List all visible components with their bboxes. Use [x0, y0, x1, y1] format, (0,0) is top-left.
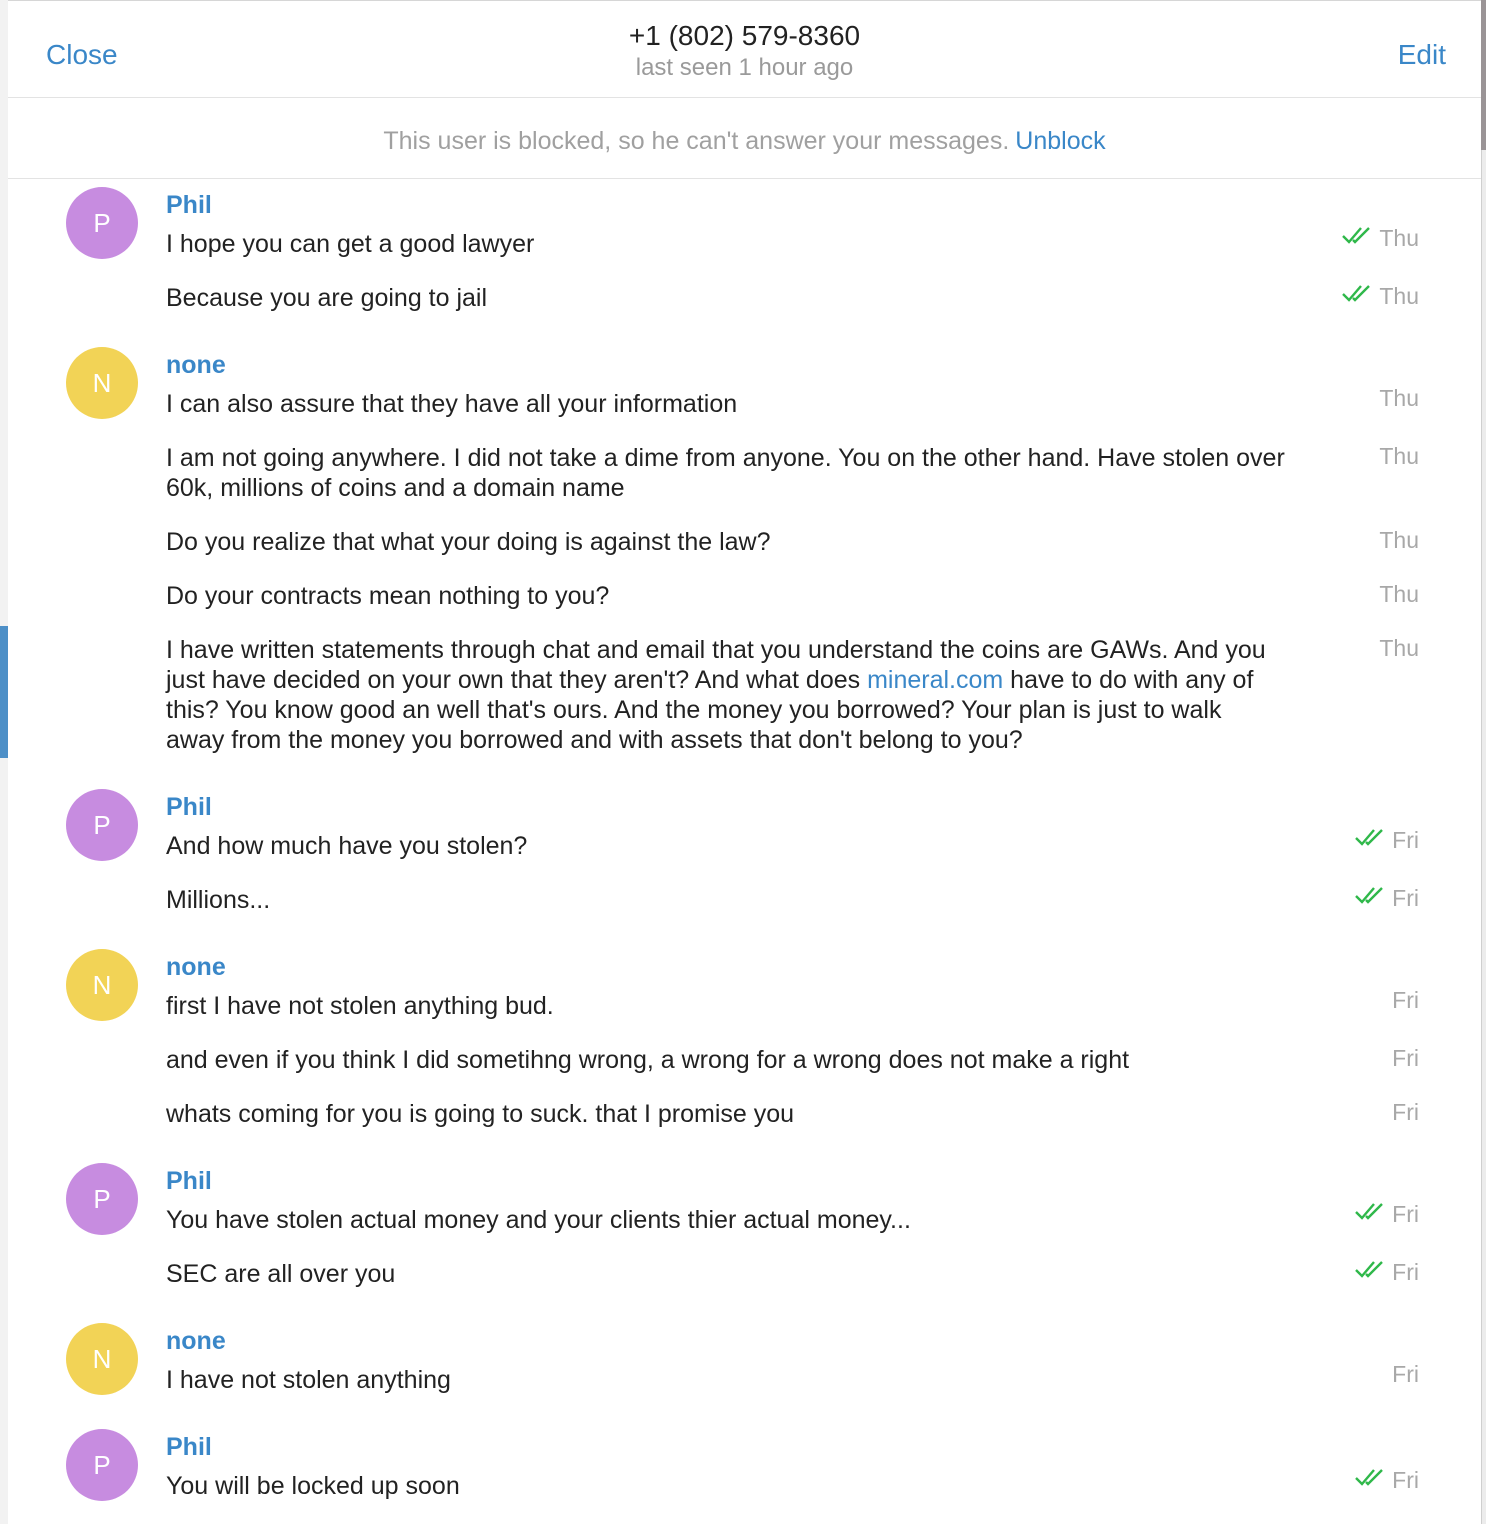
blocked-notice-text: This user is blocked, so he can't answer your messages.	[383, 127, 1010, 155]
message-time: Fri	[1392, 987, 1419, 1013]
sender-name[interactable]: none	[166, 953, 226, 981]
message-time: Fri	[1392, 1259, 1419, 1285]
avatar[interactable]: P	[66, 1163, 138, 1235]
message-time: Fri	[1392, 1099, 1419, 1125]
sender-name[interactable]: none	[166, 1327, 226, 1355]
message-text: You will be locked up soon	[166, 1472, 460, 1500]
sender-name[interactable]: Phil	[166, 1433, 212, 1461]
message-text: and even if you think I did sometihng wrong, a wrong for a wrong does not make a right	[166, 1046, 1130, 1074]
message-meta	[1259, 1467, 1419, 1494]
message-text-part: I have written statements through chat and email that you understand the coins are GAWs. And you just have decided on your own that they aren't? And what does	[166, 636, 1266, 694]
message-text-part: have to do with any of this? You know good an well that's ours. And the money you borrowed? Your plan is just to walk away from the money you borrowed and with assets that don't belong to you?	[166, 666, 1254, 754]
message-time: Fri	[1392, 885, 1419, 911]
background-window-right	[1481, 0, 1486, 1524]
double-check-icon	[1354, 1466, 1386, 1493]
message-time: Thu	[1379, 527, 1419, 553]
avatar[interactable]: P	[66, 1429, 138, 1501]
message-time: Thu	[1379, 443, 1419, 469]
message-link[interactable]: mineral.com	[867, 666, 1004, 694]
message-text: Do you realize that what your doing is against the law?	[166, 528, 771, 556]
message-text: SEC are all over you	[166, 1260, 396, 1288]
message-meta	[1259, 225, 1419, 252]
chat-dialog	[8, 0, 1481, 1525]
edit-button[interactable]: Edit	[1397, 39, 1446, 70]
double-check-icon	[1354, 826, 1386, 853]
double-check-icon	[1354, 1258, 1386, 1285]
sender-name[interactable]: none	[166, 351, 226, 379]
message-time: Fri	[1392, 827, 1419, 853]
message-time: Fri	[1392, 1467, 1419, 1493]
message-text: first I have not stolen anything bud.	[166, 992, 554, 1020]
contact-phone: +1 (802) 579-8360	[628, 20, 861, 51]
message-time: Thu	[1379, 635, 1419, 661]
message-meta	[1259, 1259, 1419, 1286]
avatar[interactable]: N	[66, 949, 138, 1021]
message-text	[166, 635, 1286, 755]
avatar[interactable]: P	[66, 789, 138, 861]
unblock-link[interactable]: Unblock	[1015, 127, 1106, 155]
message-text: And how much have you stolen?	[166, 832, 528, 860]
message-text: whats coming for you is going to suck. that I promise you	[166, 1100, 795, 1128]
message-text: Because you are going to jail	[166, 284, 488, 312]
message-time: Fri	[1392, 1045, 1419, 1071]
double-check-icon	[1341, 224, 1373, 251]
message-time: Thu	[1379, 385, 1419, 411]
message-time: Thu	[1379, 225, 1419, 251]
double-check-icon	[1354, 884, 1386, 911]
message-time: Thu	[1379, 283, 1419, 309]
message-text: I can also assure that they have all your information	[166, 390, 738, 418]
background-selection-indicator	[0, 626, 8, 758]
message-meta	[1259, 283, 1419, 310]
sender-name[interactable]: Phil	[166, 191, 212, 219]
contact-status: last seen 1 hour ago	[635, 54, 854, 81]
contact-info	[8, 19, 1481, 83]
avatar[interactable]: N	[66, 1323, 138, 1395]
message-text: You have stolen actual money and your clients thier actual money...	[166, 1206, 911, 1234]
message-time: Thu	[1379, 581, 1419, 607]
sender-name[interactable]: Phil	[166, 793, 212, 821]
message-text: Do your contracts mean nothing to you?	[166, 582, 610, 610]
close-button[interactable]: Close	[46, 39, 118, 70]
message-text: I hope you can get a good lawyer	[166, 230, 535, 258]
double-check-icon	[1354, 1200, 1386, 1227]
message-meta	[1259, 827, 1419, 854]
sender-name[interactable]: Phil	[166, 1167, 212, 1195]
double-check-icon	[1341, 282, 1373, 309]
blocked-notice	[8, 98, 1481, 179]
message-time: Fri	[1392, 1201, 1419, 1227]
message-text: I have not stolen anything	[166, 1366, 451, 1394]
message-meta	[1259, 885, 1419, 912]
avatar[interactable]: N	[66, 347, 138, 419]
message-text: I am not going anywhere. I did not take a dime from anyone. You on the other hand. Have stolen over 60k, millions of coins and a domain name	[166, 444, 1285, 502]
chat-header	[8, 1, 1481, 98]
message-time: Fri	[1392, 1361, 1419, 1387]
message-text: Millions...	[166, 886, 271, 914]
message-meta	[1259, 1201, 1419, 1228]
background-window-strip	[1481, 0, 1486, 150]
avatar[interactable]: P	[66, 187, 138, 259]
